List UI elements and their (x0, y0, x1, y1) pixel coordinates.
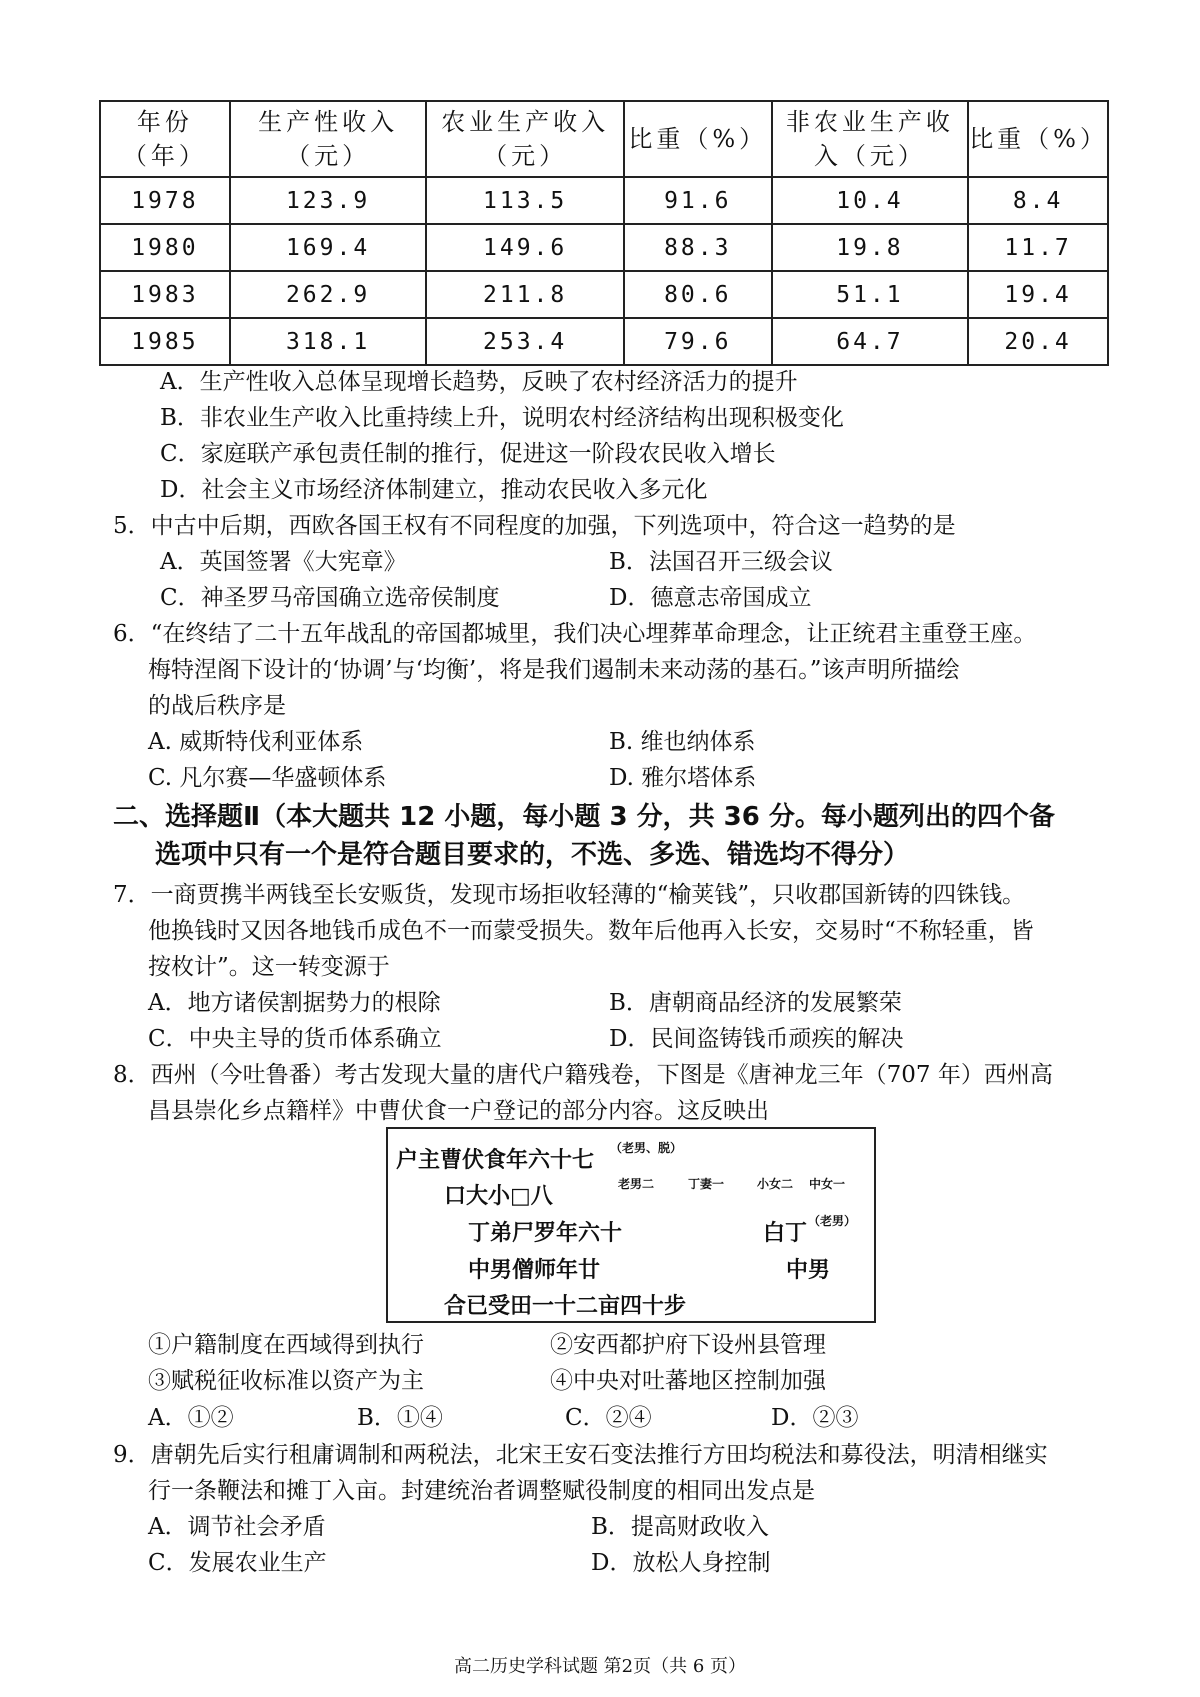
q9-option-d: D．放松人身控制 (591, 1550, 771, 1576)
header-productive-income: 生产性收入 （元） (230, 101, 427, 177)
table-cell: 211.8 (426, 271, 624, 318)
q8-option-b: B．①④ (357, 1405, 443, 1431)
header-agri-share: 比重（%） (624, 101, 772, 177)
q8-statement-4: ④中央对吐蕃地区控制加强 (550, 1368, 826, 1394)
table-cell: 169.4 (230, 224, 427, 271)
q4-option-c: C．家庭联产承包责任制的推行，促进这一阶段农民收入增长 (160, 441, 776, 467)
q8-stem-line2: 昌县崇化乡点籍样》中曹伏食一户登记的部分内容。这反映出 (148, 1098, 769, 1124)
table-cell: 79.6 (624, 318, 772, 365)
register-line4: 中男僧师年廿 (468, 1258, 601, 1283)
q6-stem-line2: 梅特涅阁下设计的‘协调’与‘均衡’，将是我们遏制未来动荡的基石。”该声明所描绘 (148, 657, 960, 683)
header-agri-income: 农业生产收入 （元） (426, 101, 624, 177)
q4-option-d: D．社会主义市场经济体制建立，推动农民收入多元化 (160, 477, 708, 503)
q9-option-a: A．调节社会矛盾 (148, 1514, 326, 1540)
register-note-old-men: 老男二 (618, 1177, 655, 1191)
table-cell: 64.7 (772, 318, 969, 365)
register-note-wife: 丁妻一 (688, 1177, 725, 1191)
q8-statement-1: ①户籍制度在西域得到执行 (148, 1332, 424, 1358)
table-row (100, 177, 1108, 224)
table-cell: 88.3 (624, 224, 772, 271)
q6-stem-line1: 6．“在终结了二十五年战乱的帝国都城里，我们决心埋葬革命理念，让正统君主重登王座。 (113, 621, 1037, 647)
q5-option-d: D．德意志帝国成立 (609, 585, 812, 611)
table-cell: 1980 (100, 224, 230, 271)
register-line2: 口大小□八 (444, 1184, 553, 1209)
table-cell: 10.4 (772, 177, 969, 224)
table-cell: 80.6 (624, 271, 772, 318)
income-table (99, 100, 1109, 366)
q8-option-c: C．②④ (565, 1405, 652, 1431)
table-cell: 11.7 (968, 224, 1108, 271)
table-cell: 1978 (100, 177, 230, 224)
register-line3: 丁弟尸罗年六十 (468, 1221, 623, 1246)
q8-stem-line1: 8．西州（今吐鲁番）考古发现大量的唐代户籍残卷，下图是《唐神龙三年（707 年）西州高 (113, 1062, 1053, 1088)
q7-option-b: B．唐朝商品经济的发展繁荣 (609, 990, 902, 1016)
table-row (100, 224, 1108, 271)
q5-stem: 5．中古中后期，西欧各国王权有不同程度的加强，下列选项中，符合这一趋势的是 (113, 513, 956, 539)
header-year: 年份 （年） (100, 101, 230, 177)
q7-stem-line1: 7．一商贾携半两钱至长安贩货，发现市场拒收轻薄的“榆荚钱”，只收郡国新铸的四铢钱。 (113, 882, 1026, 908)
household-register-figure (386, 1127, 876, 1323)
q6-option-b: B. 维也纳体系 (609, 729, 756, 755)
table-cell: 149.6 (426, 224, 624, 271)
q6-option-c: C. 凡尔赛—华盛顿体系 (148, 765, 387, 791)
q8-option-a: A．①② (148, 1405, 234, 1431)
header-nonagri-share: 比重（%） (968, 101, 1108, 177)
q8-statement-3: ③赋税征收标准以资产为主 (148, 1368, 424, 1394)
table-header-row (100, 101, 1108, 177)
q6-option-d: D. 雅尔塔体系 (609, 765, 757, 791)
q7-option-c: C．中央主导的货币体系确立 (148, 1026, 442, 1052)
q9-stem-line1: 9．唐朝先后实行租庸调制和两税法，北宋王安石变法推行方田均税法和募役法，明清相继实 (113, 1442, 1048, 1468)
q7-stem-line3: 按枚计”。这一转变源于 (148, 954, 390, 980)
register-line1: 户主曹伏食年六十七 (396, 1148, 595, 1173)
header-nonagri-income: 非农业生产收 入（元） (772, 101, 969, 177)
register-line4-status: 中男 (786, 1258, 831, 1283)
q7-stem-line2: 他换钱时又因各地钱币成色不一而蒙受损失。数年后他再入长安，交易时“不称轻重，皆 (148, 918, 1034, 944)
q5-option-a: A．英国签署《大宪章》 (160, 549, 407, 575)
register-line1-note: （老男、脱） (610, 1141, 683, 1155)
table-cell: 253.4 (426, 318, 624, 365)
table-cell: 51.1 (772, 271, 969, 318)
table-cell: 123.9 (230, 177, 427, 224)
q5-option-b: B．法国召开三级会议 (609, 549, 833, 575)
q6-stem-line3: 的战后秩序是 (148, 693, 286, 719)
section2-heading-line2: 选项中只有一个是符合题目要求的，不选、多选、错选均不得分） (155, 840, 910, 870)
table-cell: 8.4 (968, 177, 1108, 224)
table-cell: 262.9 (230, 271, 427, 318)
table-row (100, 271, 1108, 318)
section2-heading-line1: 二、选择题Ⅱ（本大题共 12 小题，每小题 3 分，共 36 分。每小题列出的四个备 (113, 802, 1055, 832)
table-cell: 91.6 (624, 177, 772, 224)
q9-option-b: B．提高财政收入 (591, 1514, 769, 1540)
register-note-mid-girl: 中女一 (809, 1177, 846, 1191)
page-footer: 高二历史学科试题 第2页（共 6 页） (453, 1656, 747, 1677)
register-line3-note: （老男） (808, 1214, 857, 1228)
table-cell: 1985 (100, 318, 230, 365)
table-cell: 113.5 (426, 177, 624, 224)
q6-option-a: A. 威斯特伐利亚体系 (148, 729, 364, 755)
q8-statement-2: ②安西都护府下设州县管理 (550, 1332, 826, 1358)
table-cell: 318.1 (230, 318, 427, 365)
table-cell: 20.4 (968, 318, 1108, 365)
q4-option-a: A．生产性收入总体呈现增长趋势，反映了农村经济活力的提升 (160, 369, 798, 395)
table-cell: 1983 (100, 271, 230, 318)
q4-option-b: B．非农业生产收入比重持续上升，说明农村经济结构出现积极变化 (160, 405, 844, 431)
table-cell: 19.8 (772, 224, 969, 271)
register-note-young-girls: 小女二 (757, 1177, 794, 1191)
q7-option-a: A．地方诸侯割据势力的根除 (148, 990, 441, 1016)
q9-option-c: C．发展农业生产 (148, 1550, 327, 1576)
register-line3-status: 白丁 (763, 1221, 808, 1246)
table-row (100, 318, 1108, 365)
q5-option-c: C．神圣罗马帝国确立选帝侯制度 (160, 585, 500, 611)
q9-stem-line2: 行一条鞭法和摊丁入亩。封建统治者调整赋役制度的相同出发点是 (148, 1478, 815, 1504)
register-line5: 合已受田一十二亩四十步 (444, 1294, 687, 1319)
q8-option-d: D．②③ (771, 1405, 859, 1431)
table-cell: 19.4 (968, 271, 1108, 318)
q7-option-d: D．民间盗铸钱币顽疾的解决 (609, 1026, 904, 1052)
